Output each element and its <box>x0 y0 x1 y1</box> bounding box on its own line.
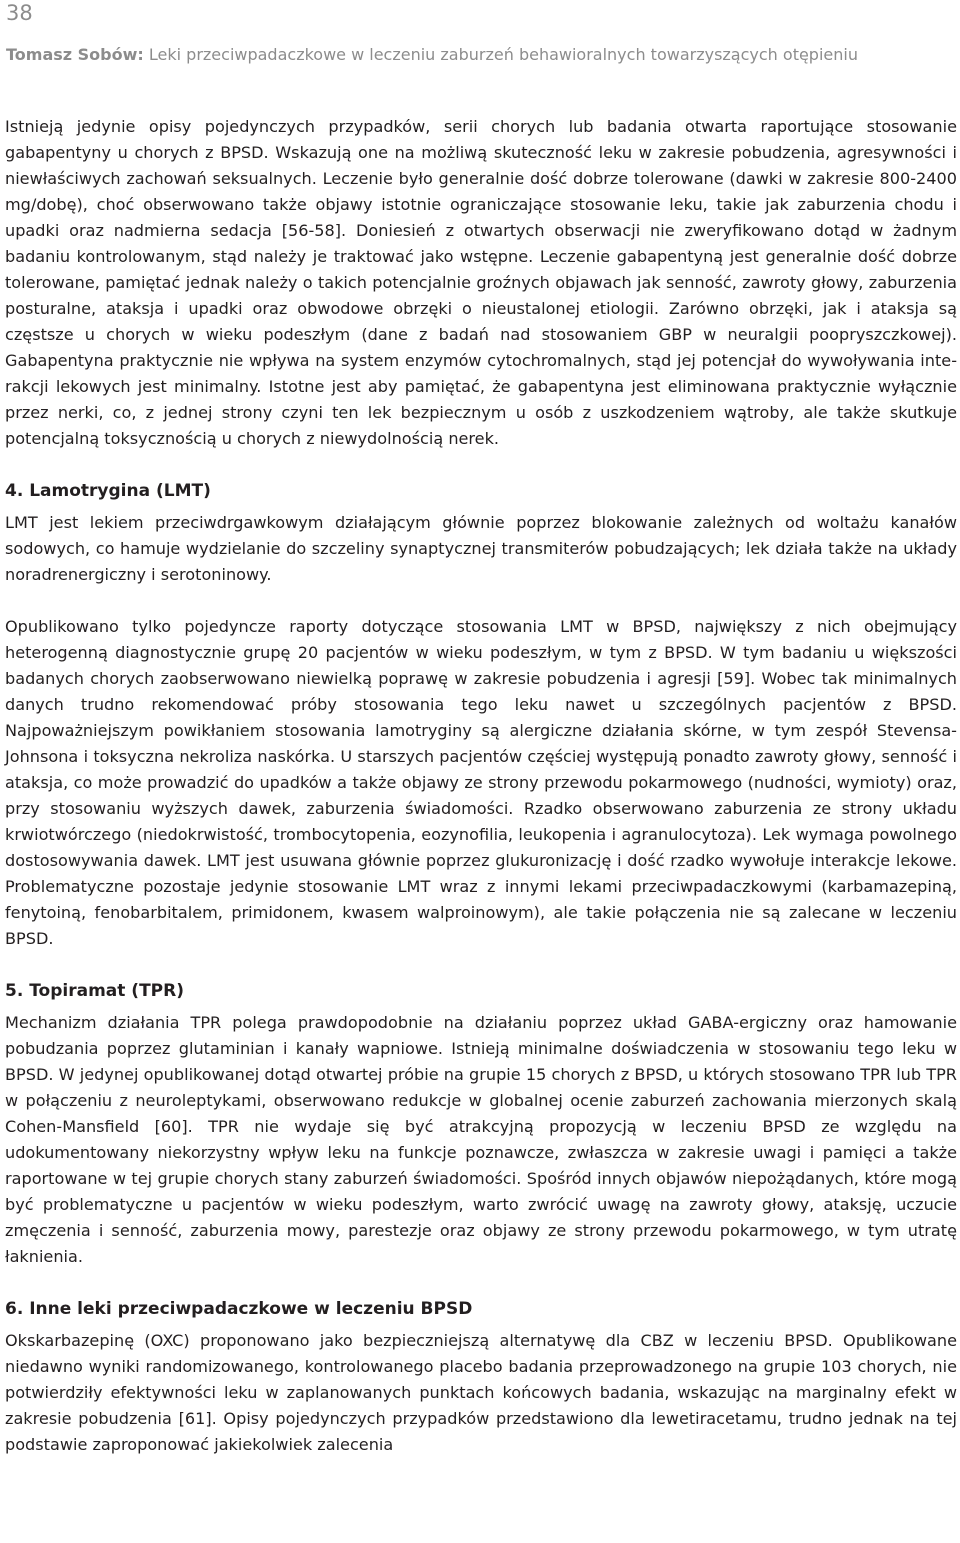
page-number: 38 <box>6 1 33 25</box>
header-title: Leki przeciwpadaczkowe w leczeniu zaburzeń behawioralnych towarzyszących otępieniu <box>148 45 858 64</box>
paragraph-other-antiepileptics: Okskarbazepinę (OXC) proponowano jako bezpieczniejszą alternatywę dla CBZ w leczeniu BPSD. Opublikowane niedawno wyniki randomizowanego, kontrolowanego placebo badania przeprowadzonego na grupie 103 chorych, nie potwierdziły efektywności leku w zaplanowanych punktach końcowych badania, wskazując na marginalny efekt w zakresie pobudzenia [61]. Opisy pojedynczych przypadków przedstawiono dla lewetiracetamu, trudno jednak na tej podstawie zaproponować jakiekolwiek zalecenia <box>5 1331 957 1454</box>
section-heading-lamotrigine: 4. Lamotrygina (LMT) <box>5 481 211 501</box>
paragraph-lamotrigine-evidence: Opublikowano tylko pojedyncze raporty dotyczące stosowania LMT w BPSD, największy z nich obejmujący heterogenną diagnostycznie grupę 20 pacjentów w wieku podeszłym, w tym z BPSD. W tym badaniu u większości badanych chorych zaobserwowano niewielką poprawę w zakresie pobudzenia i agresji [59]. Wobec tak minimalnych danych trudno rekomendować próby stosowania tego leku nawet u szczególnych pacjentów z BPSD. Najpoważniejszym powikłaniem stosowania lamotryginy są alergiczne działania skórne, w tym zespół Stevensa-Johnsona i toksyczna nekroliza naskórka. U starszych pacjentów częściej występują ponadto zawroty głowy, senność i ataksja, co może prowadzić do upadków a także objawy ze strony przewodu pokarmowego (nudności, wymioty) oraz, przy stosowaniu wyższych dawek, zaburzenia świadomości. Rzadko obserwowano zaburzenia ze strony układu krwiotwórczego (niedokrwistość, trombocytopenia, eozynofilia, leukopenia i agranulocytoza). Lek wymaga powolnego dostosowywania dawek. LMT jest usuwana głównie poprzez glukuronizację i dość rzadko wywołuje interakcje lekowe. Problematyczne pozostaje jedynie stosowanie LMT wraz z innymi lekami przeciwpadaczkowymi (karbamazepiną, fenytoiną, fenobarbitalem, primidonem, kwasem walproinowym), ale takie połączenia nie są zalecane w leczeniu BPSD. <box>5 617 957 948</box>
running-header <box>6 44 956 66</box>
paragraph-topiramate: Mechanizm działania TPR polega prawdopodobnie na działaniu poprzez układ GABA-ergiczny oraz hamowanie pobudzania poprzez glutaminian i kanały wapniowe. Istnieją minimalne doświadczenia w stosowaniu tego leku w BPSD. W jedynej opublikowanej dotąd otwartej próbie na grupie 15 chorych z BPSD, u których stosowano TPR lub TPR w połączeniu z neuroleptykami, obserwowano redukcje w globalnej ocenie zaburzeń zachowania mierzonych skalą Cohen-Mansfield [60]. TPR nie wydaje się być atrakcyjną propozycją w leczeniu BPSD ze względu na udokumentowany niekorzystny wpływ leku na funkcje poznawcze, zwłaszcza w zakresie uwagi i pamięci a także raportowane w tej grupie chorych stany zaburzeń świadomości. Spośród innych objawów niepożądanych, które mogą być problematyczne u pacjentów w wieku podeszłym, warto zwrócić uwagę na zawroty głowy, ataksję, uczucie zmęczenia i senność, zaburzenia mowy, parestezje oraz objawy ze strony przewodu pokarmowego, w tym utratę łaknienia. <box>5 1013 957 1266</box>
header-author: Tomasz Sobów: <box>6 45 144 64</box>
paragraph-lamotrigine-mechanism: LMT jest lekiem przeciwdrgawkowym działającym głównie poprzez blokowanie zależnych od woltażu kanałów sodowych, co hamuje wydzielanie do szczeliny synaptycznej transmiterów pobudzających; lek działa także na układy noradrenergiczny i serotoninowy. <box>5 513 957 584</box>
section-heading-other-antiepileptics: 6. Inne leki przeciwpadaczkowe w leczeniu BPSD <box>5 1299 473 1319</box>
article-body <box>5 114 957 1458</box>
paragraph-gabapentin: Istnieją jedynie opisy pojedynczych przypadków, serii chorych lub badania otwarta raportujące stosowanie gabapentyny u chorych z BPSD. Wskazują one na możliwą skuteczność leku w zakresie pobudzenia, agresywności i niewłaściwych zachowań seksualnych. Leczenie było generalnie dość dobrze tolerowane (dawki w zakresie 800-2400 mg/dobę), choć obserwowano także objawy istotnie ograniczające stosowanie leku, takie jak zaburzenia chodu i upadki oraz nadmierna sedacja [56-58]. Doniesień z otwartych obserwacji nie zweryfikowano dotąd w żadnym badaniu kontrolowanym, stąd należy je traktować jako wstępne. Leczenie gabapentyną jest generalnie dość dobrze tolerowane, pamiętać jednak należy o takich potencjalnie groźnych objawach jak senność, zawroty głowy, zaburzenia posturalne, ataksja i upadki oraz obwodowe obrzęki o nieustalonej etiologii. Zarówno obrzęki, jak i ataksja są częstsze u chorych w wieku podeszłym (dane z badań nad stosowaniem GBP w neuralgii poopryszczkowej). Gabapentyna praktycznie nie wpływa na system enzymów cytochromalnych, stąd jej potencjał do wywoływania interakcji lekowych jest minimalny. Istotne jest aby pamiętać, że gabapentyna jest eliminowana praktycznie wyłącznie przez nerki, co, z jednej strony czyni ten lek bezpiecznym u osób z uszkodzeniem wątroby, ale także skutkuje potencjalną toksycznością u chorych z niewydolnością nerek. <box>5 117 957 448</box>
section-heading-topiramate: 5. Topiramat (TPR) <box>5 981 184 1001</box>
